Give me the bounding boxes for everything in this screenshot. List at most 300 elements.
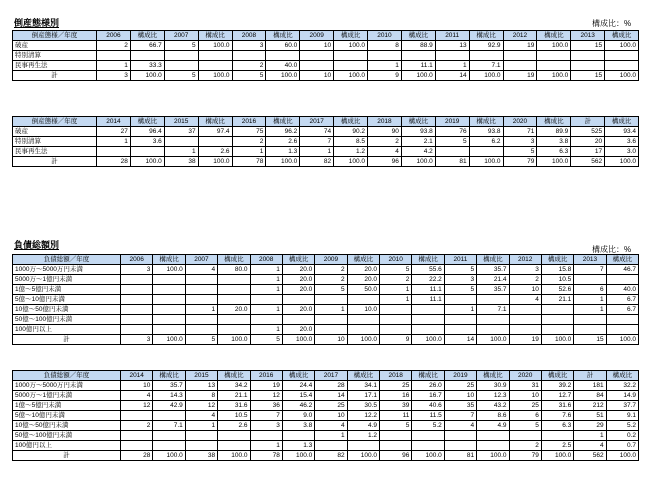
value-cell: 181 xyxy=(574,381,606,391)
total-value-cell: 82 xyxy=(315,451,347,461)
value-cell: 6.7 xyxy=(606,305,638,315)
value-cell: 525 xyxy=(571,127,605,137)
header-cell: 2015 xyxy=(164,117,198,127)
header-cell: 2018 xyxy=(380,371,412,381)
header-cell: 2010 xyxy=(368,31,402,41)
value-cell xyxy=(537,51,571,61)
value-cell: 20.0 xyxy=(282,285,314,295)
value-cell xyxy=(153,285,185,295)
value-cell xyxy=(469,147,503,157)
total-value-cell: 100.0 xyxy=(605,157,639,167)
value-cell: 2.6 xyxy=(218,421,250,431)
value-cell xyxy=(412,325,444,335)
value-cell: 9.1 xyxy=(606,411,638,421)
table-row xyxy=(13,411,639,421)
header-cell: 構成比 xyxy=(347,255,379,265)
row-label-cell: 1000万～5000万円未満 xyxy=(13,265,121,275)
value-cell xyxy=(503,61,537,71)
header-cell: 2017 xyxy=(300,117,334,127)
value-cell xyxy=(185,315,217,325)
value-cell xyxy=(250,315,282,325)
value-cell xyxy=(218,275,250,285)
value-cell: 3.6 xyxy=(130,137,164,147)
status-table-2014-2020 xyxy=(12,116,639,167)
value-cell: 10 xyxy=(315,411,347,421)
value-cell: 5 xyxy=(380,421,412,431)
total-value-cell: 100.0 xyxy=(469,157,503,167)
header-cell: 構成比 xyxy=(401,31,435,41)
value-cell xyxy=(121,315,153,325)
value-cell: 43.2 xyxy=(477,401,509,411)
value-cell: 71 xyxy=(503,127,537,137)
header-cell: 2015 xyxy=(185,371,217,381)
value-cell: 2 xyxy=(121,421,153,431)
header-cell: 2014 xyxy=(97,117,131,127)
value-cell xyxy=(153,295,185,305)
header-cell: 構成比 xyxy=(266,117,300,127)
value-cell: 15.4 xyxy=(282,391,314,401)
value-cell: 1 xyxy=(97,61,131,71)
table-header-row xyxy=(13,371,639,381)
value-cell: 4 xyxy=(315,421,347,431)
value-cell: 16.7 xyxy=(412,391,444,401)
value-cell: 1 xyxy=(300,147,334,157)
value-cell xyxy=(606,275,638,285)
value-cell xyxy=(412,441,444,451)
value-cell xyxy=(153,431,185,441)
value-cell xyxy=(164,61,198,71)
header-cell: 構成比 xyxy=(198,31,232,41)
header-cell: 構成比 xyxy=(153,371,185,381)
value-cell: 93.8 xyxy=(469,127,503,137)
total-value-cell: 28 xyxy=(121,451,153,461)
value-cell: 20.0 xyxy=(282,275,314,285)
value-cell: 96.4 xyxy=(130,127,164,137)
value-cell: 35.7 xyxy=(477,265,509,275)
value-cell: 1 xyxy=(315,305,347,315)
value-cell: 20 xyxy=(571,137,605,147)
value-cell: 5.2 xyxy=(412,421,444,431)
table-row xyxy=(13,51,639,61)
header-cell: 構成比 xyxy=(412,371,444,381)
value-cell: 1 xyxy=(574,431,606,441)
value-cell xyxy=(574,315,606,325)
value-cell: 5 xyxy=(444,285,476,295)
value-cell xyxy=(282,295,314,305)
row-label-cell: 破産 xyxy=(13,127,97,137)
value-cell xyxy=(477,295,509,305)
value-cell xyxy=(574,325,606,335)
value-cell: 2 xyxy=(97,41,131,51)
value-cell: 1 xyxy=(250,441,282,451)
total-value-cell: 100.0 xyxy=(541,451,573,461)
value-cell xyxy=(444,441,476,451)
value-cell xyxy=(121,325,153,335)
debt-table-2006-2013 xyxy=(12,254,639,345)
value-cell: 11.1 xyxy=(401,61,435,71)
value-cell: 28 xyxy=(315,381,347,391)
header-cell: 構成比 xyxy=(130,31,164,41)
header-cell: 2019 xyxy=(435,117,469,127)
value-cell: 2 xyxy=(315,265,347,275)
value-cell: 2 xyxy=(232,137,266,147)
value-cell xyxy=(121,275,153,285)
value-cell: 20.0 xyxy=(282,265,314,275)
header-cell: 構成比 xyxy=(334,31,368,41)
table-row xyxy=(13,127,639,137)
value-cell: 21.1 xyxy=(218,391,250,401)
value-cell: 22.2 xyxy=(412,275,444,285)
value-cell: 10.0 xyxy=(347,305,379,315)
value-cell xyxy=(401,51,435,61)
value-cell xyxy=(250,431,282,441)
header-corner-cell: 負債総額／年度 xyxy=(13,371,121,381)
value-cell: 4 xyxy=(185,411,217,421)
value-cell: 51 xyxy=(574,411,606,421)
total-value-cell: 82 xyxy=(300,157,334,167)
header-cell: 2006 xyxy=(97,31,131,41)
value-cell: 10.5 xyxy=(218,411,250,421)
value-cell xyxy=(444,431,476,441)
value-cell: 1 xyxy=(250,325,282,335)
row-label-cell: 民事再生法 xyxy=(13,147,97,157)
value-cell: 19 xyxy=(503,41,537,51)
value-cell: 25 xyxy=(380,381,412,391)
value-cell xyxy=(541,325,573,335)
value-cell: 10 xyxy=(509,285,541,295)
header-cell: 構成比 xyxy=(606,371,638,381)
value-cell: 96.2 xyxy=(266,127,300,137)
total-value-cell: 100.0 xyxy=(412,335,444,345)
value-cell: 3 xyxy=(503,137,537,147)
total-value-cell: 5 xyxy=(185,335,217,345)
value-cell xyxy=(185,295,217,305)
header-cell: 構成比 xyxy=(412,255,444,265)
value-cell xyxy=(185,275,217,285)
value-cell: 34.1 xyxy=(347,381,379,391)
header-cell: 2016 xyxy=(232,117,266,127)
value-cell xyxy=(315,315,347,325)
total-value-cell: 100.0 xyxy=(469,71,503,81)
header-cell: 2012 xyxy=(509,255,541,265)
value-cell: 93.8 xyxy=(401,127,435,137)
value-cell xyxy=(380,305,412,315)
value-cell xyxy=(300,51,334,61)
value-cell: 14.3 xyxy=(153,391,185,401)
value-cell xyxy=(334,51,368,61)
value-cell xyxy=(347,295,379,305)
total-value-cell: 100.0 xyxy=(282,335,314,345)
value-cell xyxy=(509,431,541,441)
value-cell xyxy=(444,315,476,325)
total-label-cell: 計 xyxy=(13,335,121,345)
value-cell: 1 xyxy=(380,295,412,305)
value-cell: 26.0 xyxy=(412,381,444,391)
value-cell xyxy=(541,315,573,325)
total-value-cell: 14 xyxy=(444,335,476,345)
value-cell xyxy=(185,431,217,441)
total-row xyxy=(13,335,639,345)
total-label-cell: 計 xyxy=(13,157,97,167)
value-cell: 11.5 xyxy=(412,411,444,421)
value-cell: 3.8 xyxy=(282,421,314,431)
header-cell: 構成比 xyxy=(605,117,639,127)
value-cell: 5 xyxy=(164,41,198,51)
total-value-cell: 38 xyxy=(164,157,198,167)
value-cell xyxy=(380,325,412,335)
value-cell xyxy=(469,51,503,61)
table-row xyxy=(13,391,639,401)
table-row xyxy=(13,401,639,411)
value-cell xyxy=(121,411,153,421)
total-value-cell: 100.0 xyxy=(153,335,185,345)
row-label-cell: 10億～50億円未満 xyxy=(13,421,121,431)
value-cell xyxy=(477,315,509,325)
total-value-cell: 79 xyxy=(503,157,537,167)
table-row xyxy=(13,61,639,71)
value-cell: 3 xyxy=(444,275,476,285)
total-value-cell: 100.0 xyxy=(477,451,509,461)
value-cell xyxy=(198,137,232,147)
value-cell: 37.7 xyxy=(606,401,638,411)
value-cell: 1 xyxy=(164,147,198,157)
value-cell: 0.7 xyxy=(606,441,638,451)
value-cell: 7.1 xyxy=(469,61,503,71)
value-cell xyxy=(250,295,282,305)
value-cell: 1 xyxy=(250,305,282,315)
value-cell: 7 xyxy=(444,411,476,421)
status-table-2006-2013 xyxy=(12,30,639,81)
value-cell: 12.7 xyxy=(541,391,573,401)
row-label-cell: 50億～100億円未満 xyxy=(13,315,121,325)
value-cell: 93.4 xyxy=(605,127,639,137)
value-cell xyxy=(153,325,185,335)
header-cell: 構成比 xyxy=(334,117,368,127)
value-cell: 2.5 xyxy=(541,441,573,451)
value-cell: 1 xyxy=(380,285,412,295)
value-cell: 1 xyxy=(250,285,282,295)
value-cell xyxy=(444,325,476,335)
value-cell: 4 xyxy=(444,421,476,431)
value-cell: 6.3 xyxy=(537,147,571,157)
value-cell: 33.3 xyxy=(130,61,164,71)
table-row xyxy=(13,421,639,431)
value-cell: 4 xyxy=(509,295,541,305)
total-value-cell: 100.0 xyxy=(282,451,314,461)
total-value-cell: 9 xyxy=(380,335,412,345)
value-cell: 25 xyxy=(509,401,541,411)
header-cell: 構成比 xyxy=(218,371,250,381)
value-cell: 12 xyxy=(121,401,153,411)
value-cell: 11.1 xyxy=(412,295,444,305)
value-cell xyxy=(412,431,444,441)
value-cell xyxy=(571,61,605,71)
value-cell xyxy=(315,325,347,335)
row-label-cell: 1000万～5000万円未満 xyxy=(13,381,121,391)
total-value-cell: 15 xyxy=(571,71,605,81)
value-cell: 1 xyxy=(185,305,217,315)
total-value-cell: 100.0 xyxy=(606,451,638,461)
value-cell xyxy=(347,441,379,451)
total-value-cell: 562 xyxy=(574,451,606,461)
header-cell: 2010 xyxy=(380,255,412,265)
value-cell: 1 xyxy=(315,431,347,441)
section1-title: 倒産態様別 xyxy=(14,18,60,28)
value-cell xyxy=(121,441,153,451)
value-cell xyxy=(218,295,250,305)
value-cell: 3 xyxy=(121,265,153,275)
total-value-cell: 96 xyxy=(380,451,412,461)
header-cell: 構成比 xyxy=(266,31,300,41)
value-cell xyxy=(605,61,639,71)
value-cell xyxy=(153,441,185,451)
header-corner-cell: 倒産態様／年度 xyxy=(13,117,97,127)
value-cell: 1 xyxy=(435,61,469,71)
value-cell: 10 xyxy=(300,41,334,51)
value-cell: 3 xyxy=(250,421,282,431)
total-value-cell: 100.0 xyxy=(537,71,571,81)
table-row xyxy=(13,147,639,157)
value-cell: 2.1 xyxy=(401,137,435,147)
total-value-cell: 100.0 xyxy=(541,335,573,345)
value-cell xyxy=(121,305,153,315)
value-cell: 11 xyxy=(380,411,412,421)
row-label-cell: 5000万～1億円未満 xyxy=(13,275,121,285)
table-row xyxy=(13,315,639,325)
value-cell: 34.2 xyxy=(218,381,250,391)
value-cell: 20.0 xyxy=(282,305,314,315)
total-value-cell: 10 xyxy=(300,71,334,81)
total-value-cell: 100.0 xyxy=(347,335,379,345)
header-cell: 計 xyxy=(574,371,606,381)
value-cell: 5 xyxy=(380,265,412,275)
value-cell: 92.9 xyxy=(469,41,503,51)
value-cell: 75 xyxy=(232,127,266,137)
total-row xyxy=(13,157,639,167)
total-value-cell: 81 xyxy=(435,157,469,167)
value-cell xyxy=(503,51,537,61)
value-cell xyxy=(185,441,217,451)
table-row xyxy=(13,265,639,275)
header-cell: 構成比 xyxy=(605,31,639,41)
row-label-cell: 特別清算 xyxy=(13,137,97,147)
value-cell: 31 xyxy=(509,381,541,391)
value-cell xyxy=(315,295,347,305)
value-cell xyxy=(153,411,185,421)
value-cell: 7 xyxy=(300,137,334,147)
value-cell: 17 xyxy=(571,147,605,157)
table-row xyxy=(13,137,639,147)
value-cell: 90.2 xyxy=(334,127,368,137)
row-label-cell: 50億～100億円未満 xyxy=(13,431,121,441)
total-value-cell: 5 xyxy=(232,71,266,81)
value-cell: 12.3 xyxy=(477,391,509,401)
value-cell: 14 xyxy=(315,391,347,401)
total-value-cell: 100.0 xyxy=(266,157,300,167)
value-cell: 27 xyxy=(97,127,131,137)
value-cell xyxy=(232,51,266,61)
value-cell: 12.2 xyxy=(347,411,379,421)
value-cell: 4 xyxy=(574,441,606,451)
value-cell: 20.0 xyxy=(282,325,314,335)
table-row xyxy=(13,285,639,295)
header-corner-cell: 負債総額／年度 xyxy=(13,255,121,265)
value-cell xyxy=(121,431,153,441)
value-cell: 100.0 xyxy=(153,265,185,275)
value-cell: 6.3 xyxy=(541,421,573,431)
row-label-cell: 100億円以上 xyxy=(13,441,121,451)
value-cell: 5 xyxy=(444,265,476,275)
value-cell: 1.2 xyxy=(334,147,368,157)
value-cell: 21.1 xyxy=(541,295,573,305)
value-cell: 100.0 xyxy=(537,41,571,51)
value-cell xyxy=(444,295,476,305)
value-cell: 7.1 xyxy=(153,421,185,431)
header-corner-cell: 倒産態様／年度 xyxy=(13,31,97,41)
total-value-cell: 100.0 xyxy=(401,71,435,81)
header-cell: 構成比 xyxy=(130,117,164,127)
row-label-cell: 特別清算 xyxy=(13,51,97,61)
value-cell: 3 xyxy=(232,41,266,51)
value-cell: 21.4 xyxy=(477,275,509,285)
value-cell xyxy=(435,147,469,157)
total-value-cell: 19 xyxy=(503,71,537,81)
value-cell: 7 xyxy=(250,411,282,421)
value-cell xyxy=(218,441,250,451)
value-cell xyxy=(97,51,131,61)
total-value-cell: 100.0 xyxy=(218,335,250,345)
total-value-cell: 38 xyxy=(185,451,217,461)
value-cell: 90 xyxy=(368,127,402,137)
header-cell: 2008 xyxy=(250,255,282,265)
total-value-cell: 3 xyxy=(97,71,131,81)
value-cell: 6 xyxy=(509,411,541,421)
header-cell: 構成比 xyxy=(218,255,250,265)
value-cell: 42.9 xyxy=(153,401,185,411)
value-cell: 8.6 xyxy=(477,411,509,421)
value-cell xyxy=(198,61,232,71)
value-cell: 4.9 xyxy=(477,421,509,431)
value-cell: 2 xyxy=(232,61,266,71)
total-value-cell: 28 xyxy=(97,157,131,167)
value-cell: 52.6 xyxy=(541,285,573,295)
value-cell: 1 xyxy=(185,421,217,431)
table-row xyxy=(13,381,639,391)
value-cell: 35.7 xyxy=(477,285,509,295)
value-cell xyxy=(477,441,509,451)
value-cell: 37 xyxy=(164,127,198,137)
value-cell: 1 xyxy=(97,137,131,147)
value-cell: 7.6 xyxy=(541,411,573,421)
value-cell xyxy=(218,315,250,325)
header-cell: 構成比 xyxy=(347,371,379,381)
header-cell: 2014 xyxy=(121,371,153,381)
value-cell: 76 xyxy=(435,127,469,137)
section1-unit-note: 構成比：% xyxy=(592,19,632,28)
table-row xyxy=(13,275,639,285)
value-cell xyxy=(97,147,131,157)
value-cell: 32.2 xyxy=(606,381,638,391)
total-value-cell: 15 xyxy=(574,335,606,345)
value-cell: 74 xyxy=(300,127,334,137)
value-cell: 8 xyxy=(368,41,402,51)
value-cell xyxy=(347,325,379,335)
value-cell: 19 xyxy=(250,381,282,391)
row-label-cell: 1億～5億円未満 xyxy=(13,285,121,295)
value-cell: 4 xyxy=(185,265,217,275)
value-cell: 5 xyxy=(503,147,537,157)
value-cell: 3.0 xyxy=(605,147,639,157)
